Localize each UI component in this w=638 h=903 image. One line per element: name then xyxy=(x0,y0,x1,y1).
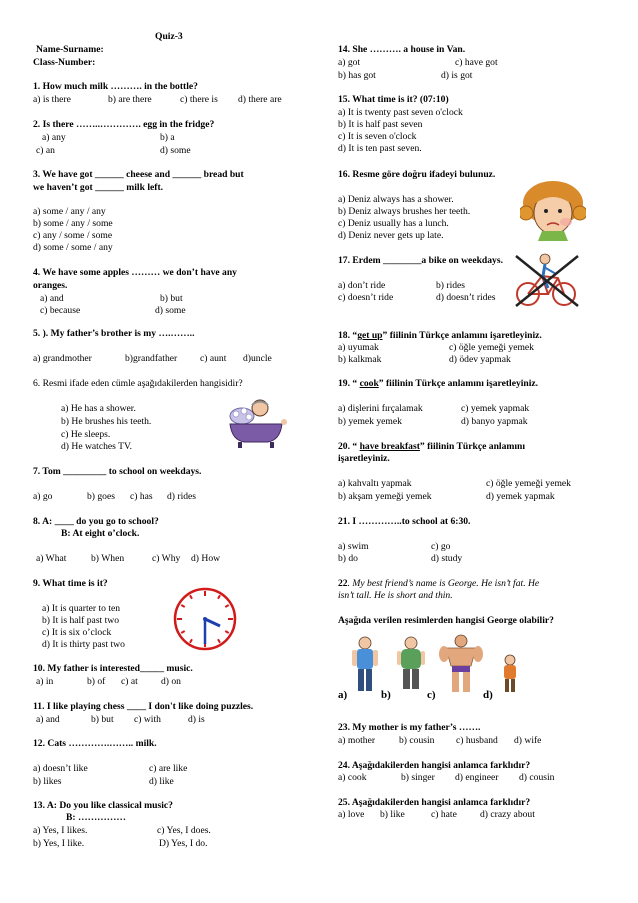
quiz-title: Quiz-3 xyxy=(155,31,183,42)
q4-option-b[interactable]: b) but xyxy=(160,293,183,304)
q22-number: 22 xyxy=(338,578,348,589)
question-9: 9. What time is it? xyxy=(33,578,108,589)
q11-option-d[interactable]: d) is xyxy=(188,714,205,725)
q3-option-c[interactable]: c) any / some / some xyxy=(33,230,113,241)
q16-option-a[interactable]: a) Deniz always has a shower. xyxy=(338,194,454,205)
q22-option-b[interactable]: b) xyxy=(381,689,391,701)
q19-prefix: 19. “ xyxy=(338,378,360,389)
q19-option-a[interactable]: a) dişlerini fırçalamak xyxy=(338,403,423,414)
person-b-picture xyxy=(394,636,428,694)
q25-option-a[interactable]: a) love xyxy=(338,809,365,820)
q14-option-c[interactable]: c) have got xyxy=(455,57,498,68)
q19-phrase: cook xyxy=(359,378,379,389)
question-17: 17. Erdem ________a bike on weekdays. xyxy=(338,255,503,266)
question-20-line2: işaretleyiniz. xyxy=(338,453,390,464)
q5-option-c[interactable]: c) aunt xyxy=(200,353,227,364)
q10-option-c[interactable]: c) at xyxy=(121,676,138,687)
question-16: 16. Resme göre doğru ifadeyi bulunuz. xyxy=(338,169,496,180)
q20-phrase: have breakfast xyxy=(359,441,420,452)
q21-option-a[interactable]: a) swim xyxy=(338,541,369,552)
q5-option-b[interactable]: b)grandfather xyxy=(125,353,178,364)
question-19 xyxy=(338,378,538,389)
q24-option-b[interactable]: b) singer xyxy=(401,772,435,783)
q15-option-c[interactable]: c) It is seven o'clock xyxy=(338,131,417,142)
q22-option-d[interactable]: d) xyxy=(483,689,493,701)
q7-option-c[interactable]: c) has xyxy=(130,491,153,502)
question-3-line1: 3. We have got ______ cheese and ______ bread but xyxy=(33,169,244,180)
q12-option-a[interactable]: a) doesn’t like xyxy=(33,763,88,774)
q18-option-c[interactable]: c) öğle yemeği yemek xyxy=(449,342,534,353)
q13-option-a[interactable]: a) Yes, I likes. xyxy=(33,825,88,836)
q9-option-d[interactable]: d) It is thirty past two xyxy=(42,639,125,650)
q13-option-d[interactable]: D) Yes, I do. xyxy=(159,838,208,849)
question-3-line2: we haven’t got ______ milk left. xyxy=(33,182,164,193)
q1-option-b[interactable]: b) are there xyxy=(108,94,152,105)
q4-option-a[interactable]: a) and xyxy=(40,293,64,304)
q18-option-b[interactable]: b) kalkmak xyxy=(338,354,382,365)
q2-option-d[interactable]: d) some xyxy=(160,145,191,156)
q21-option-b[interactable]: b) do xyxy=(338,553,358,564)
q6-option-d[interactable]: d) He watches TV. xyxy=(61,441,133,452)
question-15: 15. What time is it? (07:10) xyxy=(338,94,449,105)
q20-option-d[interactable]: d) yemek yapmak xyxy=(486,491,555,502)
q23-option-b[interactable]: b) cousin xyxy=(399,735,435,746)
question-25: 25. Aşağıdakilerden hangisi anlamca farklıdır? xyxy=(338,797,531,808)
crossed-bike-picture xyxy=(512,252,582,310)
q6-option-b[interactable]: b) He brushes his teeth. xyxy=(61,416,152,427)
q4-option-d[interactable]: d) some xyxy=(155,305,186,316)
q19-suffix: ” fiilinin Türkçe anlamını işaretleyiniz. xyxy=(378,378,539,389)
q9-option-a[interactable]: a) It is quarter to ten xyxy=(42,603,121,614)
question-5: 5. ). My father’s brother is my ….…….. xyxy=(33,328,195,339)
q6-option-a[interactable]: a) He has a shower. xyxy=(61,403,136,414)
q24-option-a[interactable]: a) cook xyxy=(338,772,367,783)
q15-option-d[interactable]: d) It is ten past seven. xyxy=(338,143,422,154)
question-1: 1. How much milk ………. in the bottle? xyxy=(33,81,198,92)
q7-option-d[interactable]: d) rides xyxy=(167,491,197,502)
q24-option-d[interactable]: d) cousin xyxy=(519,772,555,783)
question-24: 24. Aşağıdakilerden hangisi anlamca farklıdır? xyxy=(338,760,531,771)
q12-option-b[interactable]: b) likes xyxy=(33,776,62,787)
question-10: 10. My father is interested_____ music. xyxy=(33,663,193,674)
man-in-bathtub-picture xyxy=(222,396,292,452)
q20-prefix: 20. “ xyxy=(338,441,360,452)
q25-option-b[interactable]: b) like xyxy=(380,809,405,820)
q8-option-d[interactable]: d) How xyxy=(191,553,221,564)
q23-option-d[interactable]: d) wife xyxy=(514,735,542,746)
question-2: 2. Is there ……..…………. egg in the fridge? xyxy=(33,119,215,130)
question-7: 7. Tom _________ to school on weekdays. xyxy=(33,466,202,477)
name-label: Name-Surname: xyxy=(36,44,104,55)
q9-option-b[interactable]: b) It is half past two xyxy=(42,615,120,626)
question-6: 6. Resmi ifade eden cümle aşağıdakilerden hangisidir? xyxy=(33,378,243,389)
q19-option-b[interactable]: b) yemek yemek xyxy=(338,416,402,427)
q1-option-d[interactable]: d) there are xyxy=(238,94,282,105)
q21-option-d[interactable]: d) study xyxy=(431,553,463,564)
clock-picture xyxy=(170,586,240,652)
q15-option-a[interactable]: a) It is twenty past seven o'clock xyxy=(338,107,463,118)
class-label: Class-Number: xyxy=(33,57,96,68)
q11-option-c[interactable]: c) with xyxy=(134,714,161,725)
q23-option-c[interactable]: c) husband xyxy=(456,735,498,746)
q12-option-c[interactable]: c) are like xyxy=(149,763,188,774)
question-13-line1: 13. A: Do you like classical music? xyxy=(33,800,173,811)
q17-option-c[interactable]: c) doesn’t ride xyxy=(338,292,394,303)
question-22-line1 xyxy=(338,578,539,589)
person-c-picture xyxy=(438,634,484,694)
q5-option-d[interactable]: d)uncle xyxy=(243,353,272,364)
person-d-picture xyxy=(497,654,523,694)
q17-option-a[interactable]: a) don’t ride xyxy=(338,280,386,291)
q16-option-c[interactable]: c) Deniz usually has a lunch. xyxy=(338,218,449,229)
question-21: 21. I …………..to school at 6:30. xyxy=(338,516,471,527)
q7-option-a[interactable]: a) go xyxy=(33,491,53,502)
q1-option-c[interactable]: c) there is xyxy=(180,94,218,105)
question-14: 14. She ………. a house in Van. xyxy=(338,44,466,55)
q15-option-b[interactable]: b) It is half past seven xyxy=(338,119,423,130)
q14-option-a[interactable]: a) got xyxy=(338,57,361,68)
q23-option-a[interactable]: a) mother xyxy=(338,735,376,746)
q19-option-c[interactable]: c) yemek yapmak xyxy=(461,403,530,414)
q16-option-d[interactable]: d) Deniz never gets up late. xyxy=(338,230,444,241)
q1-option-a[interactable]: a) is there xyxy=(33,94,71,105)
q18-option-d[interactable]: d) ödev yapmak xyxy=(449,354,511,365)
question-22-line2: isn’t tall. He is short and thin. xyxy=(338,590,453,601)
q11-option-a[interactable]: a) and xyxy=(36,714,60,725)
q25-option-c[interactable]: c) hate xyxy=(431,809,457,820)
q22-option-c[interactable]: c) xyxy=(427,689,436,701)
question-13-line2: B: …………… xyxy=(66,812,126,823)
q2-option-a[interactable]: a) any xyxy=(42,132,66,143)
q5-option-a[interactable]: a) grandmother xyxy=(33,353,92,364)
q2-option-c[interactable]: c) an xyxy=(36,145,55,156)
q8-option-b[interactable]: b) When xyxy=(91,553,125,564)
q22-option-a[interactable]: a) xyxy=(338,689,348,701)
q21-option-c[interactable]: c) go xyxy=(431,541,451,552)
q22-text-1: . My best friend’s name is George. He isn’t fat. He xyxy=(347,578,540,589)
question-18 xyxy=(338,330,542,341)
q10-option-d[interactable]: d) on xyxy=(161,676,181,687)
q6-option-c[interactable]: c) He sleeps. xyxy=(61,429,111,440)
q18-suffix: ” fiilinin Türkçe anlamını işaretleyiniz. xyxy=(382,330,542,341)
q18-phrase: get up xyxy=(357,330,383,341)
q13-option-b[interactable]: b) Yes, I like. xyxy=(33,838,85,849)
q18-prefix: 18. “ xyxy=(338,330,358,341)
person-a-picture xyxy=(348,636,382,694)
q3-option-a[interactable]: a) some / any / any xyxy=(33,206,106,217)
q10-option-b[interactable]: b) of xyxy=(87,676,106,687)
q14-option-b[interactable]: b) has got xyxy=(338,70,376,81)
q9-option-c[interactable]: c) It is six o’clock xyxy=(42,627,112,638)
q25-option-d[interactable]: d) crazy about xyxy=(480,809,535,820)
q12-option-d[interactable]: d) like xyxy=(149,776,174,787)
question-23: 23. My mother is my father’s ……. xyxy=(338,722,481,733)
q10-option-a[interactable]: a) in xyxy=(36,676,54,687)
question-12: 12. Cats ………….…….. milk. xyxy=(33,738,157,749)
question-11: 11. I like playing chess ____ I don't like doing puzzles. xyxy=(33,701,254,712)
q20-option-a[interactable]: a) kahvaltı yapmak xyxy=(338,478,412,489)
q3-option-d[interactable]: d) some / some / any xyxy=(33,242,113,253)
q13-option-c[interactable]: c) Yes, I does. xyxy=(157,825,211,836)
girl-toothache-picture xyxy=(520,175,586,241)
q20-suffix: ” fiilinin Türkçe anlamını xyxy=(419,441,526,452)
q18-option-a[interactable]: a) uyumak xyxy=(338,342,379,353)
q17-option-b[interactable]: b) rides xyxy=(436,280,466,291)
q2-option-b[interactable]: b) a xyxy=(160,132,175,143)
question-8-line2: B: At eight o’clock. xyxy=(61,528,140,539)
question-22-line3: Aşağıda verilen resimlerden hangisi George olabilir? xyxy=(338,615,554,626)
q20-option-b[interactable]: b) akşam yemeği yemek xyxy=(338,491,432,502)
q19-option-d[interactable]: d) banyo yapmak xyxy=(461,416,528,427)
q17-option-d[interactable]: d) doesn’t rides xyxy=(436,292,496,303)
q16-option-b[interactable]: b) Deniz always brushes her teeth. xyxy=(338,206,471,217)
question-4-line1: 4. We have some apples ……… we don’t have any xyxy=(33,267,237,278)
q8-option-c[interactable]: c) Why xyxy=(152,553,181,564)
question-8-line1: 8. A: ____ do you go to school? xyxy=(33,516,159,527)
q4-option-c[interactable]: c) because xyxy=(40,305,81,316)
question-20-line1 xyxy=(338,441,525,452)
q11-option-b[interactable]: b) but xyxy=(91,714,114,725)
q14-option-d[interactable]: d) is got xyxy=(441,70,473,81)
q7-option-b[interactable]: b) goes xyxy=(87,491,115,502)
question-4-line2: oranges. xyxy=(33,280,68,291)
q20-option-c[interactable]: c) öğle yemeği yemek xyxy=(486,478,571,489)
q24-option-c[interactable]: d) engineer xyxy=(455,772,499,783)
q3-option-b[interactable]: b) some / any / some xyxy=(33,218,113,229)
q8-option-a[interactable]: a) What xyxy=(36,553,67,564)
